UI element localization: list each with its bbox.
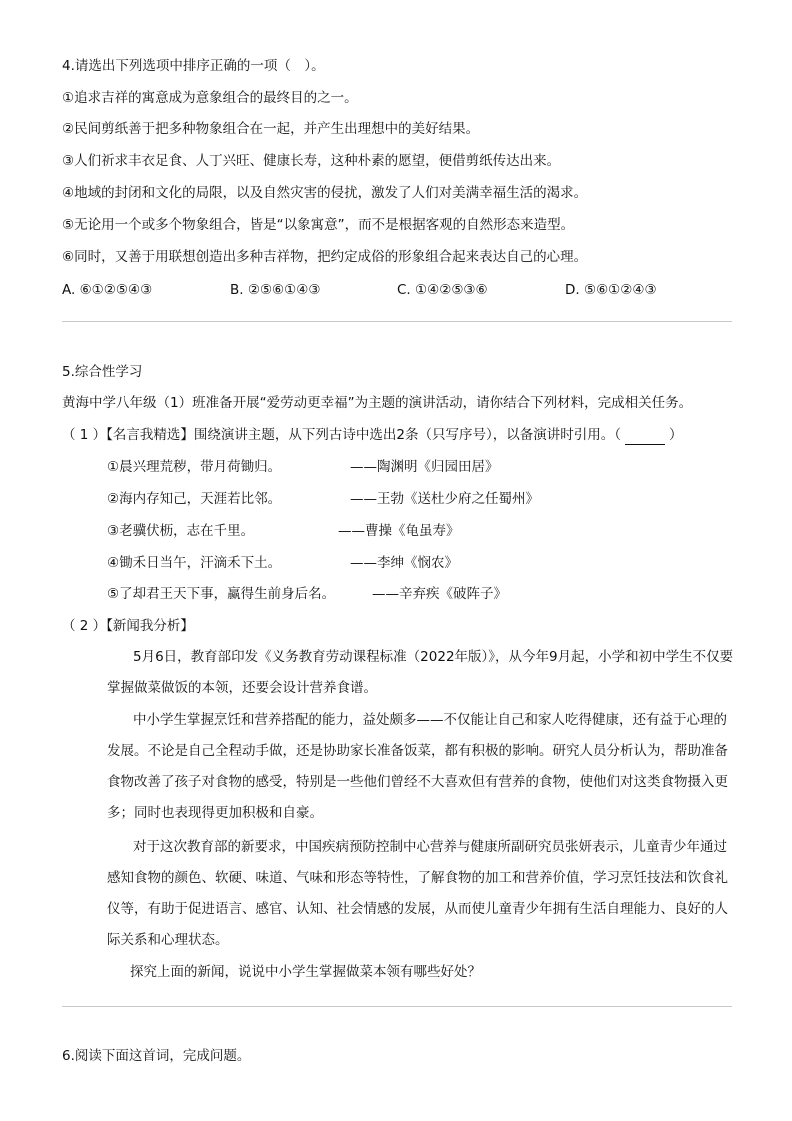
q4-stem: 4.请选出下列选项中排序正确的一项（ ）。 <box>62 58 325 74</box>
news-paragraph-1: 5月6日，教育部印发《义务教育劳动课程标准（2022年版）》，从今年9月起，小学和初中学生不仅要掌握做菜做饭的本领，还要会设计营养食谱。 <box>107 649 734 696</box>
q4-item-3: ③人们祈求丰衣足食、人丁兴旺、健康长寿，这种朴素的愿望，便借剪纸传达出来。 <box>62 153 561 169</box>
poem-3: ③老骥伏枥，志在千里。 <box>107 523 255 539</box>
q5-task2-label: （ 2 ）【新闻我分析】 <box>62 618 194 634</box>
answer-blank[interactable] <box>625 426 665 445</box>
poem-2-source: ——王勃《送杜少府之任蜀州》 <box>350 491 539 507</box>
news-question: 探究上面的新闻，说说中小学生掌握做菜本领有哪些好处？ <box>130 964 481 980</box>
q4-option-d: D. ⑤⑥①②④③ <box>565 282 657 298</box>
poem-1: ①晨兴理荒秽，带月荷锄归。 <box>107 459 282 475</box>
q5-title: 5.综合性学习 <box>62 364 143 380</box>
section-divider <box>62 321 732 322</box>
q4-item-6: ⑥同时，又善于用联想创造出多种吉祥物，把约定成俗的形象组合起来表达自己的心理。 <box>62 249 588 265</box>
poem-3-source: ——曹操《龟虽寿》 <box>338 523 460 539</box>
q5-task1-text: （ 1 ）【名言我精选】围绕演讲主题，从下列古诗中选出2条（只写序号），以备演讲时引用。（ <box>62 427 622 443</box>
q6-title: 6.阅读下面这首词，完成问题。 <box>62 1048 251 1064</box>
q4-item-1: ①追求吉祥的寓意成为意象组合的最终目的之一。 <box>62 90 358 106</box>
poem-2: ②海内存知己，天涯若比邻。 <box>107 491 282 507</box>
poem-4-source: ——李绅《悯农》 <box>350 555 458 571</box>
poem-1-source: ——陶渊明《归园田居》 <box>350 459 499 475</box>
q4-item-5: ⑤无论用一个或多个物象组合，皆是“以象寓意”，而不是根据客观的自然形态来造型。 <box>62 217 575 233</box>
q5-task1-label <box>62 426 683 445</box>
q4-option-a: A. ⑥①②⑤④③ <box>62 282 153 298</box>
poem-5-source: ——辛弃疾《破阵子》 <box>372 586 507 602</box>
q4-option-c: C. ①④②⑤③⑥ <box>397 282 488 298</box>
q5-task1-close: ） <box>669 427 683 443</box>
q4-option-b: B. ②⑤⑥①④③ <box>230 282 321 298</box>
q4-item-4: ④地域的封闭和文化的局限，以及自然灾害的侵扰，激发了人们对美满幸福生活的渴求。 <box>62 185 588 201</box>
poem-4: ④锄禾日当午，汗滴禾下土。 <box>107 555 282 571</box>
news-paragraph-3: 对于这次教育部的新要求，中国疾病预防控制中心营养与健康所副研究员张妍表示，儿童青少年通过感知食物的颜色、软硬、味道、气味和形态等特性，了解食物的加工和营养价值，学习烹饪技法和饮食礼仪等，有助于促进语言、感官、认知、社会情感的发展，从而使儿童青少年拥有生活自理能力、良好的人际关系和心理状态。 <box>107 839 728 948</box>
news-paragraph-2: 中小学生掌握烹饪和营养搭配的能力，益处颇多——不仅能让自己和家人吃得健康，还有益于心理的发展。不论是自己全程动手做，还是协助家长准备饭菜，都有积极的影响。研究人员分析认为，帮助准备食物改善了孩子对食物的感受，特别是一些他们曾经不大喜欢但有营养的食物，使他们对这类食物摄入更多；同时也表现得更加积极和自豪。 <box>107 712 728 821</box>
section-divider <box>62 1006 732 1007</box>
q5-intro: 黄海中学八年级（1）班准备开展“爱劳动更幸福”为主题的演讲活动，请你结合下列材料，完成相关任务。 <box>62 395 693 411</box>
q4-item-2: ②民间剪纸善于把多种物象组合在一起，并产生出理想中的美好结果。 <box>62 121 480 137</box>
poem-5: ⑤了却君王天下事，赢得生前身后名。 <box>107 586 336 602</box>
